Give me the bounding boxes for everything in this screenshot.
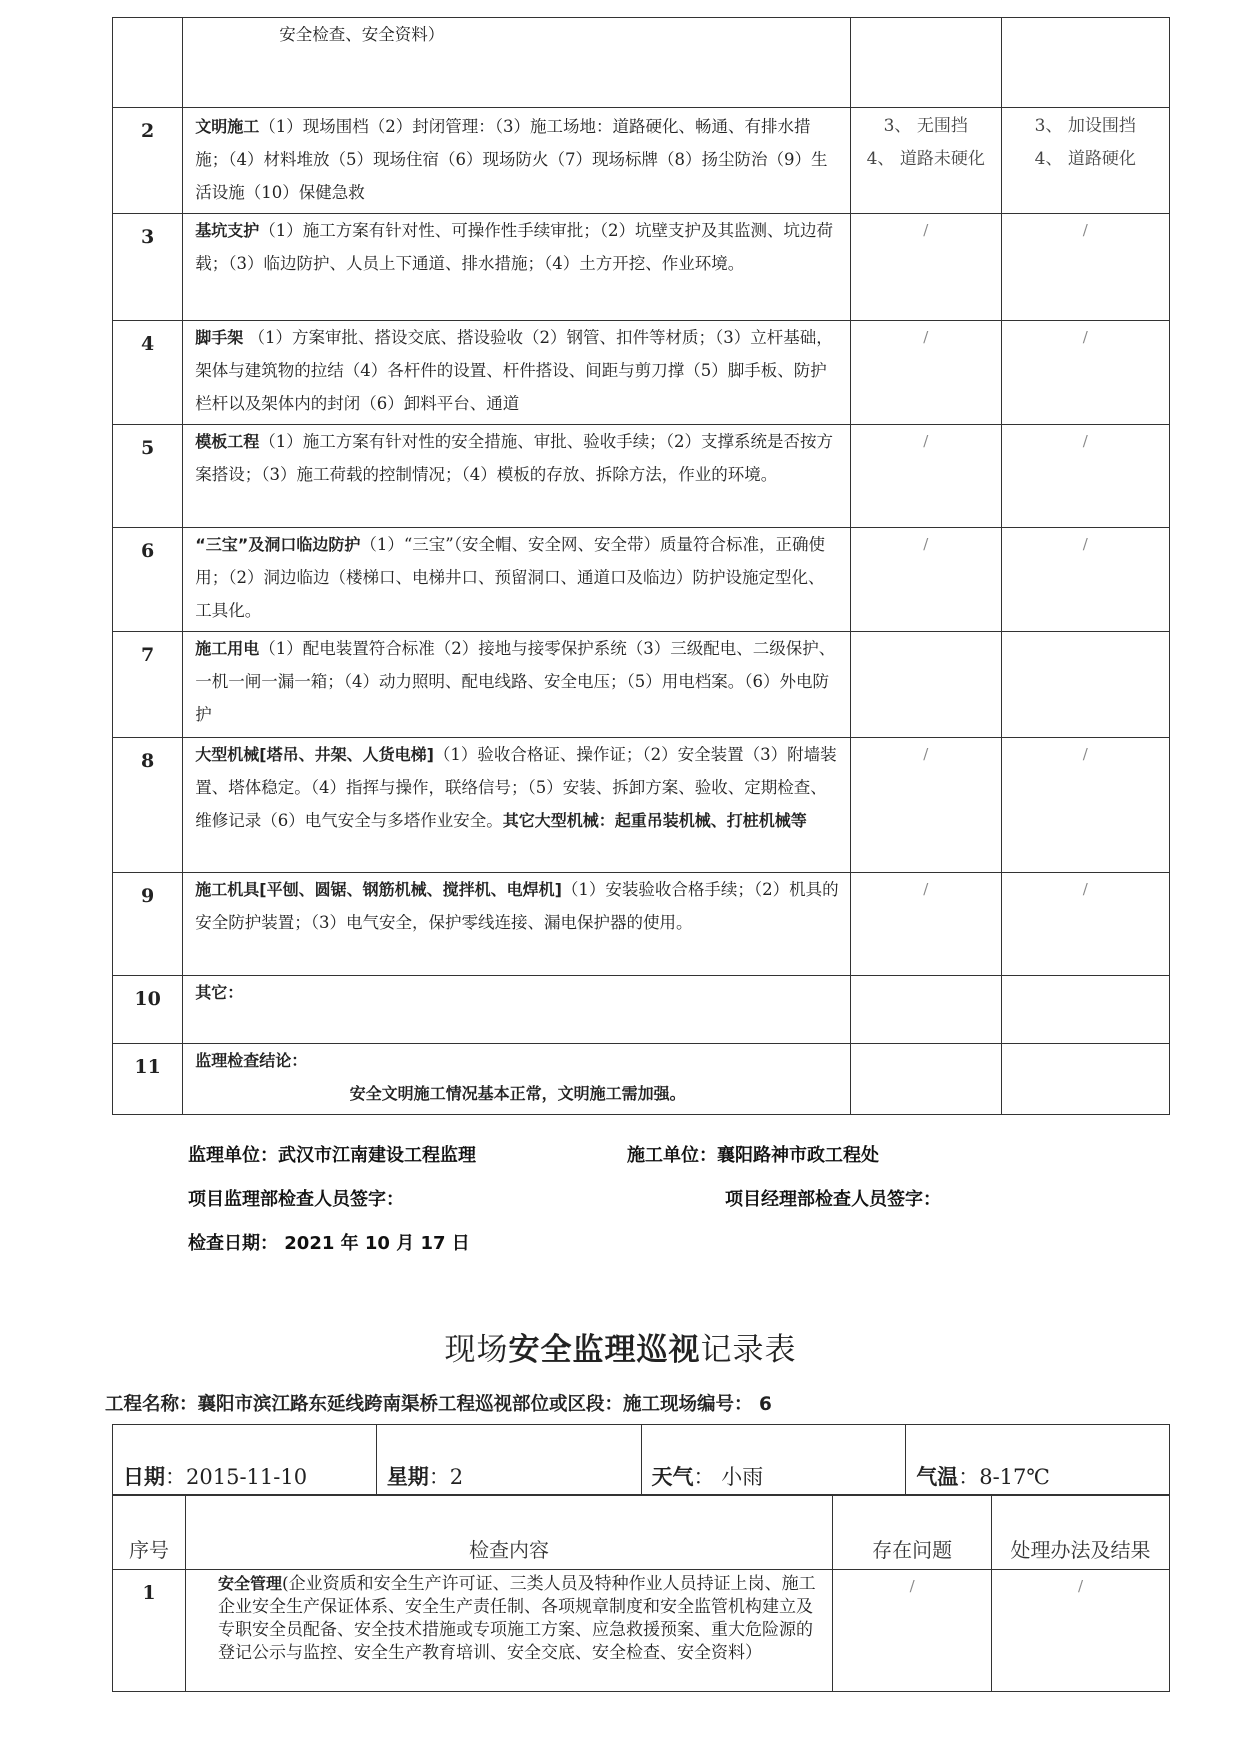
item-title: 模板工程 xyxy=(195,432,260,451)
info-row xyxy=(113,1425,1170,1496)
inspection-table xyxy=(112,17,1170,1115)
title-post: 记录表 xyxy=(700,1332,797,1368)
issue-line: 4、 道路未硬化 xyxy=(866,149,985,169)
row-issue xyxy=(850,108,1001,214)
issue-slash: / xyxy=(850,528,1001,632)
week-label: 星期 xyxy=(386,1465,429,1489)
row-number: 10 xyxy=(113,976,183,1044)
row-number: 2 xyxy=(113,108,183,214)
action-slash: / xyxy=(1001,738,1169,873)
row-number: 3 xyxy=(113,214,183,321)
action-slash: / xyxy=(1001,214,1169,321)
table-row xyxy=(113,214,1170,321)
action-line: 3、 加设围挡 xyxy=(1034,116,1136,136)
issue-slash: / xyxy=(850,214,1001,321)
row-text: （1）“三宝”（安全帽、安全网、安全带）质量符合标准，正确使用；（2）洞边临边（楼梯口、电梯井口、预留洞口、通道口及临边）防护设施定型化、工具化。 xyxy=(195,535,825,620)
weather-value: ： 小雨 xyxy=(693,1465,764,1489)
row-action xyxy=(1001,632,1169,738)
item-title: 监理检查结论： xyxy=(195,1051,308,1070)
header-row xyxy=(113,1495,1170,1570)
row-content xyxy=(183,425,851,528)
action-slash: / xyxy=(1001,321,1169,425)
row-content xyxy=(183,873,851,976)
row-content xyxy=(183,738,851,873)
check-date: 检查日期： 2021 年 10 月 17 日 xyxy=(188,1233,470,1254)
issue-slash: / xyxy=(833,1570,992,1692)
issue-slash: / xyxy=(850,425,1001,528)
table-row xyxy=(113,108,1170,214)
item-title: 基坑支护 xyxy=(195,221,260,240)
week-cell xyxy=(376,1425,641,1496)
conclusion-text: 安全文明施工情况基本正常，文明施工需加强。 xyxy=(349,1084,686,1103)
row-number: 4 xyxy=(113,321,183,425)
table-row xyxy=(113,425,1170,528)
row-issue xyxy=(850,632,1001,738)
weather-cell xyxy=(641,1425,906,1496)
manager-signature-label: 项目经理部检查人员签字： xyxy=(725,1189,941,1210)
header-action: 处理办法及结果 xyxy=(992,1495,1170,1570)
row-action xyxy=(1001,976,1169,1044)
construction-unit: 施工单位：襄阳路神市政工程处 xyxy=(627,1145,879,1166)
patrol-record-table xyxy=(112,1424,1170,1496)
item-title: 文明施工 xyxy=(195,117,260,136)
form-title xyxy=(0,1324,1241,1369)
table-row xyxy=(113,321,1170,425)
row-text: （1）方案审批、搭设交底、搭设验收（2）钢管、扣件等材质；（3）立杆基础，架体与建筑物的拉结（4）各杆件的设置、杆件搭设、间距与剪刀撑（5）脚手板、防护栏杆以及架体内的封闭（6）卸料平台、通道 xyxy=(195,328,833,413)
weather-label: 天气 xyxy=(651,1465,694,1489)
row-content xyxy=(183,1044,851,1115)
item-title: 施工机具[平刨、圆锯、钢筋机械、搅拌机、电焊机] xyxy=(195,880,562,899)
table-row xyxy=(113,1570,1170,1692)
table-row xyxy=(113,18,1170,108)
row-content xyxy=(183,108,851,214)
week-value: ：2 xyxy=(428,1465,464,1489)
item-title: “三宝”及洞口临边防护 xyxy=(195,535,361,554)
action-slash: / xyxy=(1001,425,1169,528)
row-text: 安全检查、安全资料） xyxy=(279,25,445,44)
row-content xyxy=(183,528,851,632)
item-note: 其它大型机械：起重吊装机械、打桩机械等 xyxy=(502,811,807,830)
header-issue: 存在问题 xyxy=(833,1495,992,1570)
row-number: 8 xyxy=(113,738,183,873)
date-label: 日期 xyxy=(123,1465,165,1489)
date-value: ：2015-11-10 xyxy=(165,1465,308,1489)
temperature-cell xyxy=(906,1425,1170,1496)
header-content: 检查内容 xyxy=(185,1495,832,1570)
row-action xyxy=(1001,18,1169,108)
row-content xyxy=(183,632,851,738)
row-text: （1）现场围档（2）封闭管理：（3）施工场地：道路硬化、畅通、有排水措施；（4）材料堆放（5）现场住宿（6）现场防火（7）现场标牌（8）扬尘防治（9）生活设施（10）保健急救 xyxy=(195,117,828,202)
action-slash: / xyxy=(1001,873,1169,976)
table-row xyxy=(113,1044,1170,1115)
row-content xyxy=(183,976,851,1044)
item-title: 其它： xyxy=(195,983,244,1002)
row-content xyxy=(183,321,851,425)
row-number: 5 xyxy=(113,425,183,528)
row-number: 1 xyxy=(113,1570,186,1692)
table-row xyxy=(113,738,1170,873)
date-cell xyxy=(113,1425,377,1496)
row-content xyxy=(183,18,851,108)
supervisor-unit: 监理单位：武汉市江南建设工程监理 xyxy=(188,1145,476,1166)
action-line: 4、 道路硬化 xyxy=(1034,149,1136,169)
row-text: （1）配电装置符合标准（2）接地与接零保护系统（3）三级配电、二级保护、一机一闸一漏一箱；（4）动力照明、配电线路、安全电压；（5）用电档案。（6）外电防护 xyxy=(195,639,836,724)
row-action xyxy=(1001,1044,1169,1115)
row-issue xyxy=(850,18,1001,108)
table-row xyxy=(113,528,1170,632)
project-name: 工程名称：襄阳市滨江路东延线跨南渠桥工程巡视部位或区段：施工现场编号： 6 xyxy=(105,1394,772,1415)
title-pre: 现场 xyxy=(444,1332,509,1368)
row-text: （1）施工方案有针对性的安全措施、审批、验收手续；（2）支撑系统是否按方案搭设；（3）施工荷载的控制情况；（4）模板的存放、拆除方法，作业的环境。 xyxy=(195,432,834,484)
title-bold: 安全监理巡视 xyxy=(508,1332,701,1368)
issue-slash: / xyxy=(850,738,1001,873)
row-text: (企业资质和安全生产许可证、三类人员及特种作业人员持证上岗、施工企业安全生产保证体系、安全生产责任制、各项规章制度和安全监管机构建立及专职安全员配备、安全技术措施或专项施工方案、应急救援预案、重大危险源的登记公示与监控、安全生产教育培训、安全交底、安全检查、安全资料） xyxy=(217,1574,816,1663)
table-row xyxy=(113,976,1170,1044)
action-slash: / xyxy=(992,1570,1170,1692)
row-number xyxy=(113,18,183,108)
row-text: （1）验收合格证、操作证；（2）安全装置（3）附墙装置、塔体稳定。（4）指挥与操作，联络信号；（5）安装、拆卸方案、验收、定期检查、维修记录（6）电气安全与多塔作业安全。 xyxy=(195,745,837,830)
supervisor-signature-label: 项目监理部检查人员签字： xyxy=(188,1189,404,1210)
issue-line: 3、 无围挡 xyxy=(883,116,968,136)
row-issue xyxy=(850,976,1001,1044)
row-content xyxy=(183,214,851,321)
row-text: （1）施工方案有针对性、可操作性手续审批；（2）坑壁支护及其监测、坑边荷载；（3）临边防护、人员上下通道、排水措施；（4）土方开挖、作业环境。 xyxy=(195,221,834,273)
table-row xyxy=(113,632,1170,738)
action-slash: / xyxy=(1001,528,1169,632)
temperature-label: 气温 xyxy=(916,1465,959,1489)
row-text: （1）安装验收合格手续；（2）机具的安全防护装置；（3）电气安全，保护零线连接、漏电保护器的使用。 xyxy=(195,880,839,932)
table-row xyxy=(113,873,1170,976)
patrol-items-table xyxy=(112,1494,1170,1692)
row-number: 7 xyxy=(113,632,183,738)
item-title: 施工用电 xyxy=(195,639,260,658)
row-action xyxy=(1001,108,1169,214)
item-title: 大型机械[塔吊、井架、人货电梯] xyxy=(195,745,434,764)
header-index: 序号 xyxy=(113,1495,186,1570)
issue-slash: / xyxy=(850,873,1001,976)
row-number: 11 xyxy=(113,1044,183,1115)
issue-slash: / xyxy=(850,321,1001,425)
item-title: 脚手架 xyxy=(195,328,244,347)
row-content xyxy=(185,1570,832,1692)
row-number: 9 xyxy=(113,873,183,976)
item-title: 安全管理 xyxy=(217,1574,282,1593)
temperature-value: ：8-17℃ xyxy=(958,1465,1050,1489)
row-issue xyxy=(850,1044,1001,1115)
row-number: 6 xyxy=(113,528,183,632)
